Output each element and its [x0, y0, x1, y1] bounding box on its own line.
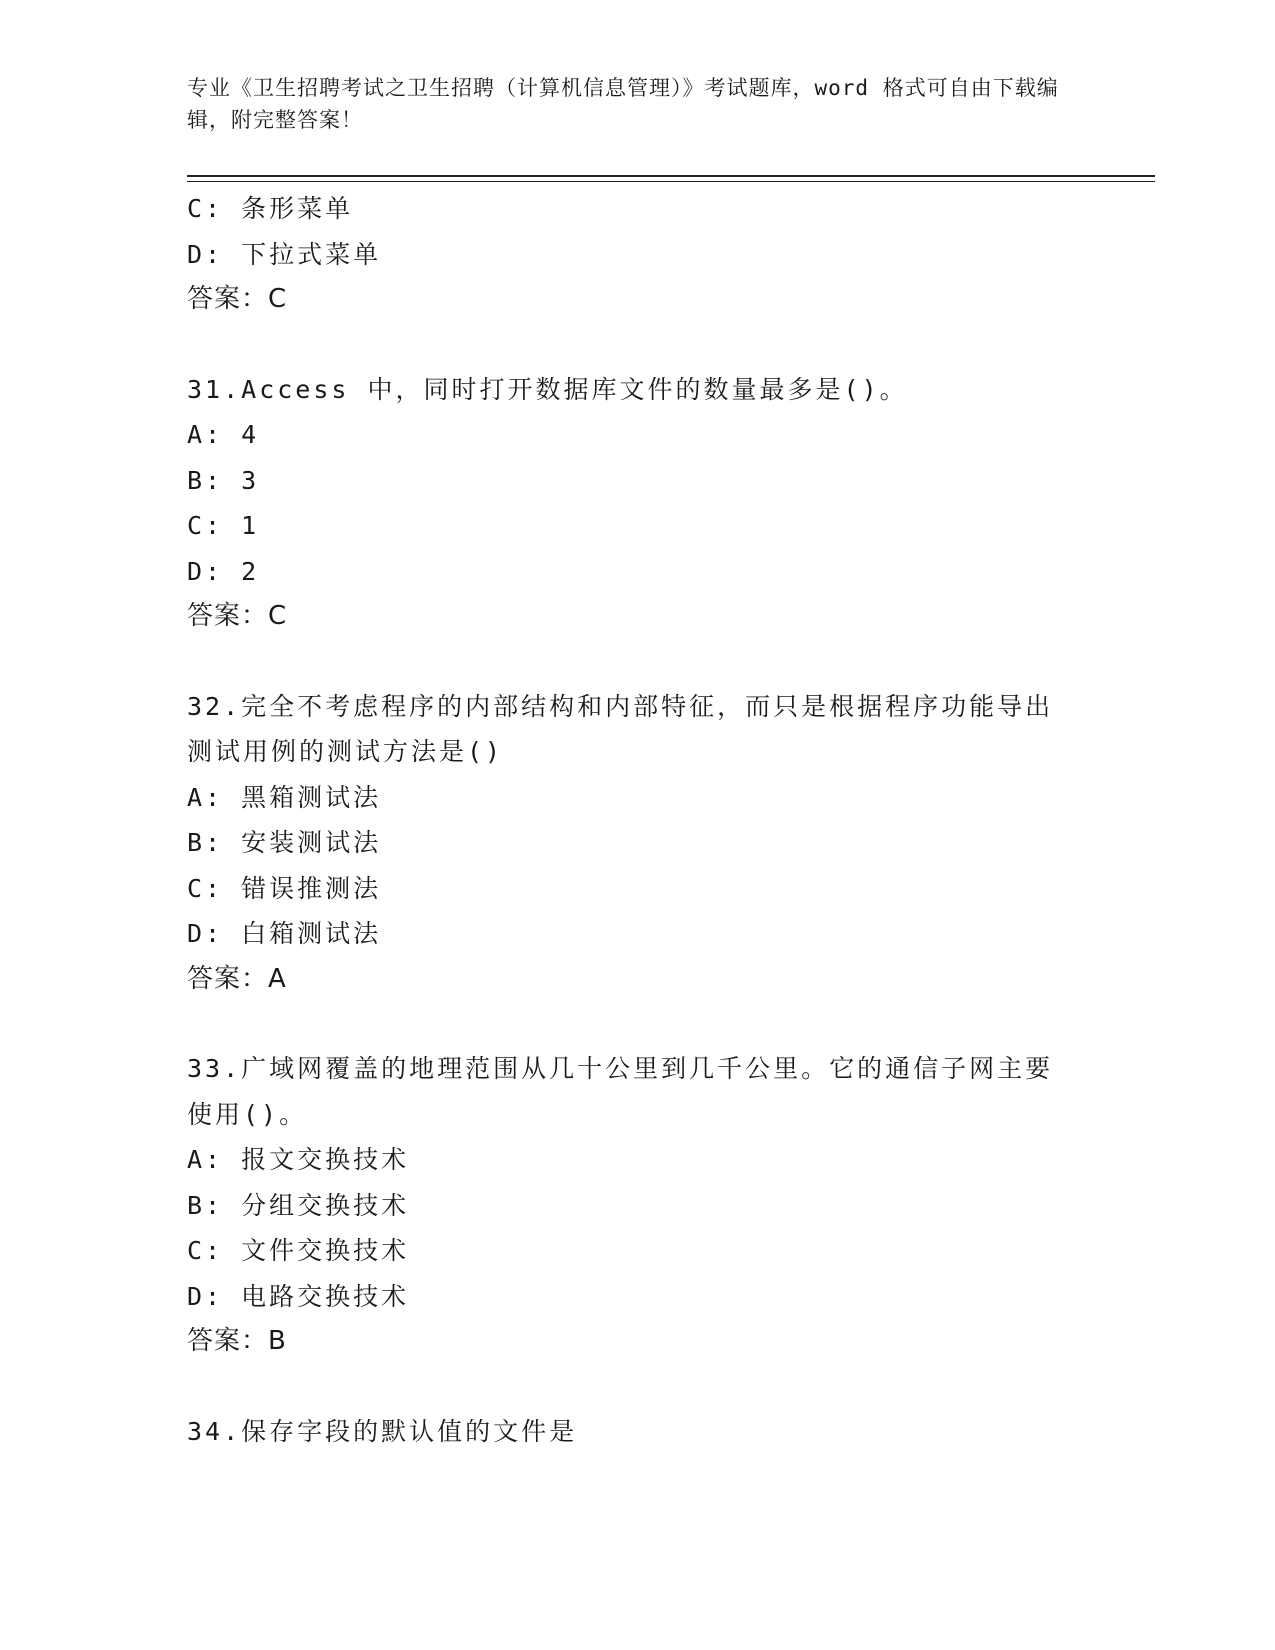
question-32	[187, 684, 1087, 1003]
option-d: D: 下拉式菜单	[187, 239, 382, 269]
option-d: D: 白箱测试法	[187, 919, 382, 948]
option-c: C: 1	[187, 511, 260, 540]
question-31	[187, 367, 1087, 640]
answer: 答案：C	[187, 601, 288, 631]
question-stem: 31.Access 中，同时打开数据库文件的数量最多是()。	[187, 374, 908, 404]
option-a: A: 4	[187, 420, 260, 449]
question-stem: 32.完全不考虑程序的内部结构和内部特征，而只是根据程序功能导出 测试用例的测试方法是()	[187, 691, 1054, 766]
question-stem: 33.广域网覆盖的地理范围从几十公里到几千公里。它的通信子网主要 使用()。	[187, 1054, 1054, 1129]
answer: 答案：C	[187, 284, 288, 314]
option-b: B: 分组交换技术	[187, 1190, 410, 1220]
document-header	[187, 72, 1067, 136]
question-33	[187, 1046, 1087, 1365]
option-b: B: 安装测试法	[187, 828, 382, 857]
question-stem: 34.保存字段的默认值的文件是	[187, 1416, 578, 1446]
option-a: A: 报文交换技术	[187, 1145, 410, 1174]
option-c: C: 错误推测法	[187, 873, 382, 903]
answer: 答案：B	[187, 1326, 287, 1356]
question-34	[187, 1409, 1087, 1455]
option-d: D: 电路交换技术	[187, 1281, 410, 1311]
header-rule-thick	[187, 175, 1155, 177]
header-text: 专业《卫生招聘考试之卫生招聘（计算机信息管理）》考试题库，word 格式可自由下载编辑，附完整答案！	[187, 76, 1059, 132]
option-a: A: 黑箱测试法	[187, 782, 382, 812]
question-list	[187, 186, 1087, 1454]
option-d: D: 2	[187, 556, 260, 586]
option-b: B: 3	[187, 465, 260, 495]
header-rule-thin	[187, 181, 1155, 182]
option-c: C: 文件交换技术	[187, 1236, 410, 1265]
answer: 答案：A	[187, 963, 287, 994]
question-30-continued	[187, 186, 1087, 323]
option-c: C: 条形菜单	[187, 194, 354, 223]
